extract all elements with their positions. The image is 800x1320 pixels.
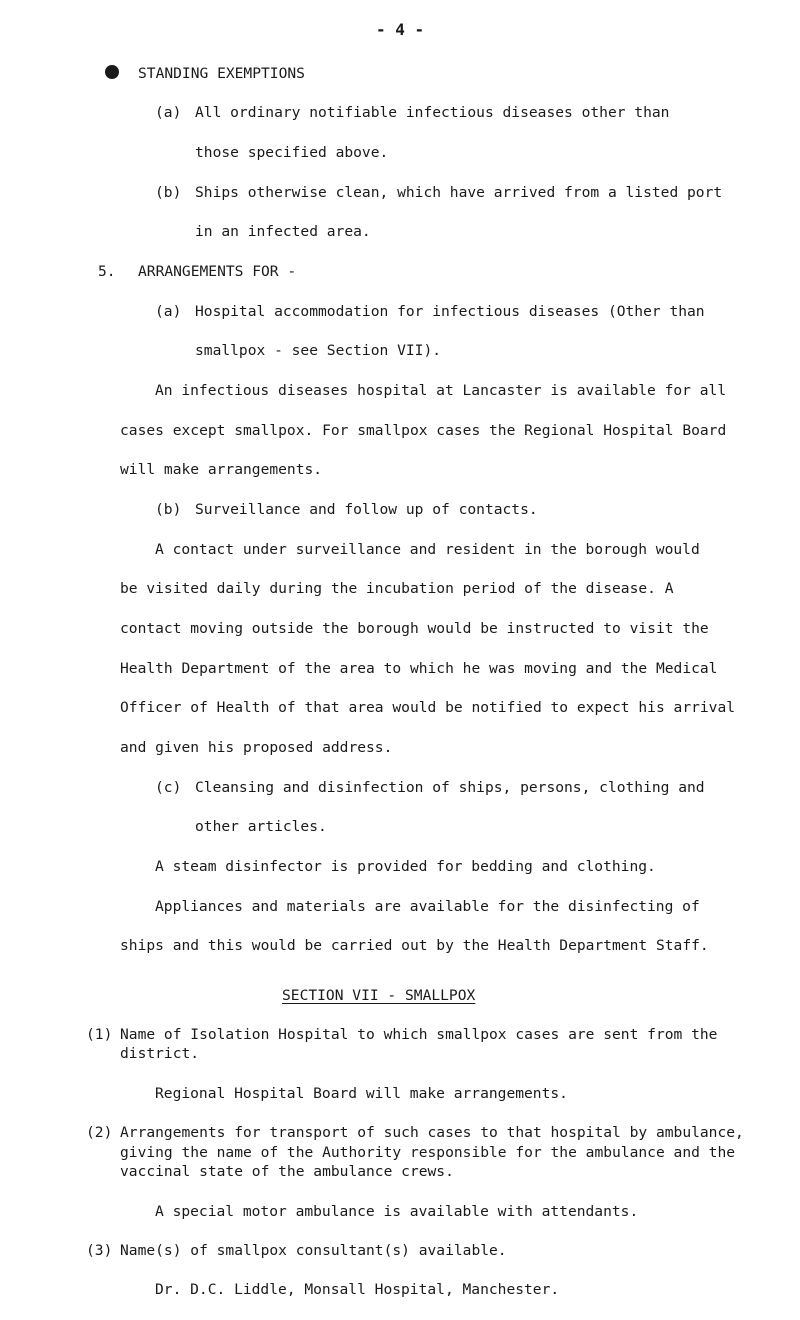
exemption-b-line2: in an infected area. (195, 223, 371, 240)
exemption-a-line2: those specified above. (195, 144, 389, 161)
arrangements-c-para2-line2: ships and this would be carried out by the Health Department Staff. (120, 937, 709, 954)
arrangements-b-para-line4: Health Department of the area to which he was moving and the Medical (120, 660, 718, 677)
section-vii-heading: SECTION VII - SMALLPOX (282, 987, 476, 1004)
item3-line1: Name(s) of smallpox consultant(s) available. (120, 1242, 507, 1259)
arrangements-number: 5. (98, 263, 116, 280)
exemption-a-label: (a) (155, 104, 182, 121)
arrangements-c-para2-line1: Appliances and materials are available for the disinfecting of (155, 898, 700, 915)
bullet-dot-icon (105, 65, 119, 79)
item1-line2: district. (120, 1045, 200, 1062)
exemption-b-label: (b) (155, 184, 182, 201)
arrangements-c-line2: other articles. (195, 818, 327, 835)
item2-label: (2) (86, 1124, 113, 1141)
arrangements-a-line1: Hospital accommodation for infectious diseases (Other than (195, 303, 705, 320)
arrangements-heading: ARRANGEMENTS FOR - (138, 263, 297, 280)
arrangements-b-para-line1: A contact under surveillance and resident in the borough would (155, 541, 700, 558)
item3-label: (3) (86, 1242, 113, 1259)
arrangements-b-label: (b) (155, 501, 182, 518)
arrangements-b-para-line6: and given his proposed address. (120, 739, 393, 756)
arrangements-c-para1: A steam disinfector is provided for bedding and clothing. (155, 858, 656, 875)
standing-exemptions-heading: STANDING EXEMPTIONS (138, 65, 305, 82)
arrangements-a-para-line2: cases except smallpox. For smallpox cases the Regional Hospital Board (120, 422, 727, 439)
arrangements-b-para-line3: contact moving outside the borough would be instructed to visit the (120, 620, 709, 637)
arrangements-b-para-line5: Officer of Health of that area would be notified to expect his arrival (120, 699, 736, 716)
arrangements-a-para-line3: will make arrangements. (120, 461, 323, 478)
item2-answer: A special motor ambulance is available with attendants. (155, 1203, 639, 1220)
arrangements-b-line1: Surveillance and follow up of contacts. (195, 501, 538, 518)
page-number: - 4 - (376, 20, 425, 39)
arrangements-a-para-line1: An infectious diseases hospital at Lancaster is available for all (155, 382, 727, 399)
arrangements-c-line1: Cleansing and disinfection of ships, persons, clothing and (195, 779, 705, 796)
item1-answer: Regional Hospital Board will make arrangements. (155, 1085, 568, 1102)
arrangements-a-label: (a) (155, 303, 182, 320)
arrangements-a-line2: smallpox - see Section VII). (195, 342, 442, 359)
item1-label: (1) (86, 1026, 113, 1043)
item2-line1: Arrangements for transport of such cases to that hospital by ambulance, (120, 1124, 744, 1141)
item2-line3: vaccinal state of the ambulance crews. (120, 1163, 454, 1180)
item3-answer: Dr. D.C. Liddle, Monsall Hospital, Manchester. (155, 1281, 560, 1298)
item1-line1: Name of Isolation Hospital to which smallpox cases are sent from the (120, 1026, 718, 1043)
exemption-a-line1: All ordinary notifiable infectious diseases other than (195, 104, 670, 121)
arrangements-c-label: (c) (155, 779, 182, 796)
arrangements-b-para-line2: be visited daily during the incubation period of the disease. A (120, 580, 674, 597)
item2-line2: giving the name of the Authority responsible for the ambulance and the (120, 1144, 736, 1161)
exemption-b-line1: Ships otherwise clean, which have arrived from a listed port (195, 184, 723, 201)
